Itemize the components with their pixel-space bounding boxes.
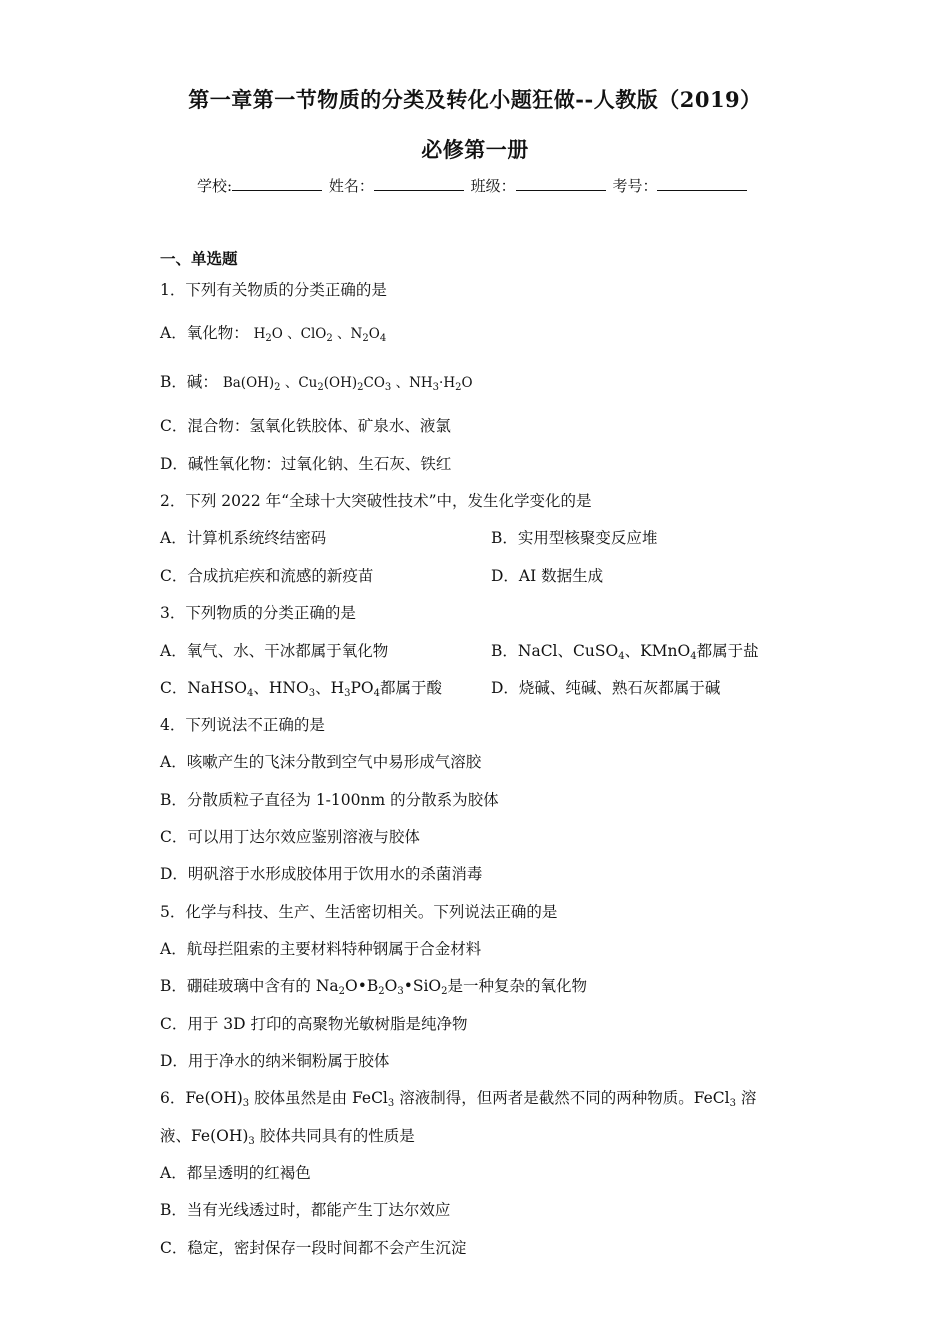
q1-option-c: C．混合物：氢氧化铁胶体、矿泉水、液氯 [160,417,451,435]
school-field[interactable] [232,176,322,191]
subscript: 3 [397,986,404,997]
number-label: 考号： [612,177,658,195]
q3-c-text: 、H [315,679,345,697]
q6-text: 6．Fe(OH) [160,1089,243,1107]
q1-b-prefix: B．碱： [160,373,218,391]
q3-b-text: 、KMnO [624,642,691,660]
q2-option-d: D．AI 数据生成 [491,567,604,585]
q5-b-text: •SiO [403,977,442,995]
name-field[interactable] [374,176,464,191]
page-subtitle: 必修第一册 [421,137,529,162]
q3-option-c [160,678,442,698]
q3-b-text: B．NaCl、CuSO [491,642,619,660]
question-6-stem-line2 [160,1126,415,1146]
q5-option-a: A．航母拦阻索的主要材料特种钢属于合金材料 [160,940,482,958]
subscript: 2 [378,986,385,997]
q3-c-text: 都属于酸 [379,679,442,697]
q6-text: 溶 [735,1089,757,1107]
q5-b-text: O•B [345,977,379,995]
q4-option-a: A．咳嗽产生的飞沫分散到空气中易形成气溶胶 [160,753,482,771]
q3-option-d: D．烧碱、纯碱、熟石灰都属于碱 [491,679,721,697]
class-label: 班级： [470,177,516,195]
question-2-stem: 2．下列 2022 年“全球十大突破性技术”中，发生化学变化的是 [160,492,592,510]
q4-option-c: C．可以用丁达尔效应鉴别溶液与胶体 [160,828,420,846]
subscript: 3 [248,1136,255,1147]
subscript: 3 [729,1098,736,1109]
question-5-stem: 5．化学与科技、生产、生活密切相关。下列说法正确的是 [160,903,558,921]
section-title: 一、单选题 [160,249,238,268]
q3-c-text: 、HNO [253,679,309,697]
q1-option-b [160,372,473,393]
question-3-stem: 3．下列物质的分类正确的是 [160,604,356,622]
question-1-stem: 1．下列有关物质的分类正确的是 [160,281,387,299]
q6-option-a: A．都呈透明的红褐色 [160,1164,311,1182]
subscript: 3 [344,688,351,699]
school-label: 学校: [197,177,233,195]
q1-a-prefix: A．氧化物： [160,324,249,342]
question-4-stem: 4．下列说法不正确的是 [160,716,325,734]
q2-option-a: A．计算机系统终结密码 [160,529,327,547]
q1-a-formula: $H_2O$ 、ClO$_2$ 、$N_2O_4$ [253,326,387,344]
subscript: 3 [242,1098,250,1109]
subscript: 4 [247,688,254,699]
q1-b-formula: $Ba(OH)_2$ 、$Cu_2(OH)_2CO_3$ 、$NH_3\cdot H_2O$ [222,375,473,393]
q1-option-d: D．碱性氧化物：过氧化钠、生石灰、铁红 [160,455,452,473]
q3-b-text: 都属于盐 [696,642,759,660]
q6-text: 胶体虽然是由 FeCl [249,1089,388,1107]
q5-option-d: D．用于净水的纳米铜粉属于胶体 [160,1052,390,1070]
q5-option-c: C．用于 3D 打印的高聚物光敏树脂是纯净物 [160,1015,468,1033]
q3-option-b [491,641,759,661]
q3-c-text: PO [350,679,374,697]
q6-text: 液、Fe(OH) [160,1127,249,1145]
class-field[interactable] [516,176,606,191]
number-field[interactable] [657,176,747,191]
q6-text: 胶体共同具有的性质是 [254,1127,415,1145]
subscript: 4 [690,651,697,662]
student-info-row [197,175,749,196]
subscript: 3 [387,1098,395,1109]
subscript: 2 [338,986,345,997]
q5-b-text: O [384,977,398,995]
q5-option-b [160,976,587,996]
subscript: 2 [441,986,448,997]
q4-option-d: D．明矾溶于水形成胶体用于饮用水的杀菌消毒 [160,865,483,883]
q3-option-a: A．氧气、水、干冰都属于氧化物 [160,642,389,660]
subscript: 3 [308,688,316,699]
q3-c-text: C．NaHSO [160,679,248,697]
q6-option-c: C．稳定，密封保存一段时间都不会产生沉淀 [160,1239,467,1257]
q4-option-b: B．分散质粒子直径为 1-100nm 的分散系为胶体 [160,791,499,809]
question-6-stem-line1 [160,1088,756,1108]
q2-option-b: B．实用型核聚变反应堆 [491,529,658,547]
q1-option-a [160,323,386,344]
q6-text: 溶液制得，但两者是截然不同的两种物质。FeCl [394,1089,730,1107]
q5-b-text: B．硼硅玻璃中含有的 Na [160,977,339,995]
q5-b-text: 是一种复杂的氧化物 [447,977,588,995]
q2-option-c: C．合成抗疟疾和流感的新疫苗 [160,567,374,585]
name-label: 姓名： [328,177,374,195]
subscript: 4 [373,688,380,699]
q6-option-b: B．当有光线透过时，都能产生丁达尔效应 [160,1201,451,1219]
page-title: 第一章第一节物质的分类及转化小题狂做--人教版（2019） [188,87,762,112]
subscript: 4 [618,651,625,662]
